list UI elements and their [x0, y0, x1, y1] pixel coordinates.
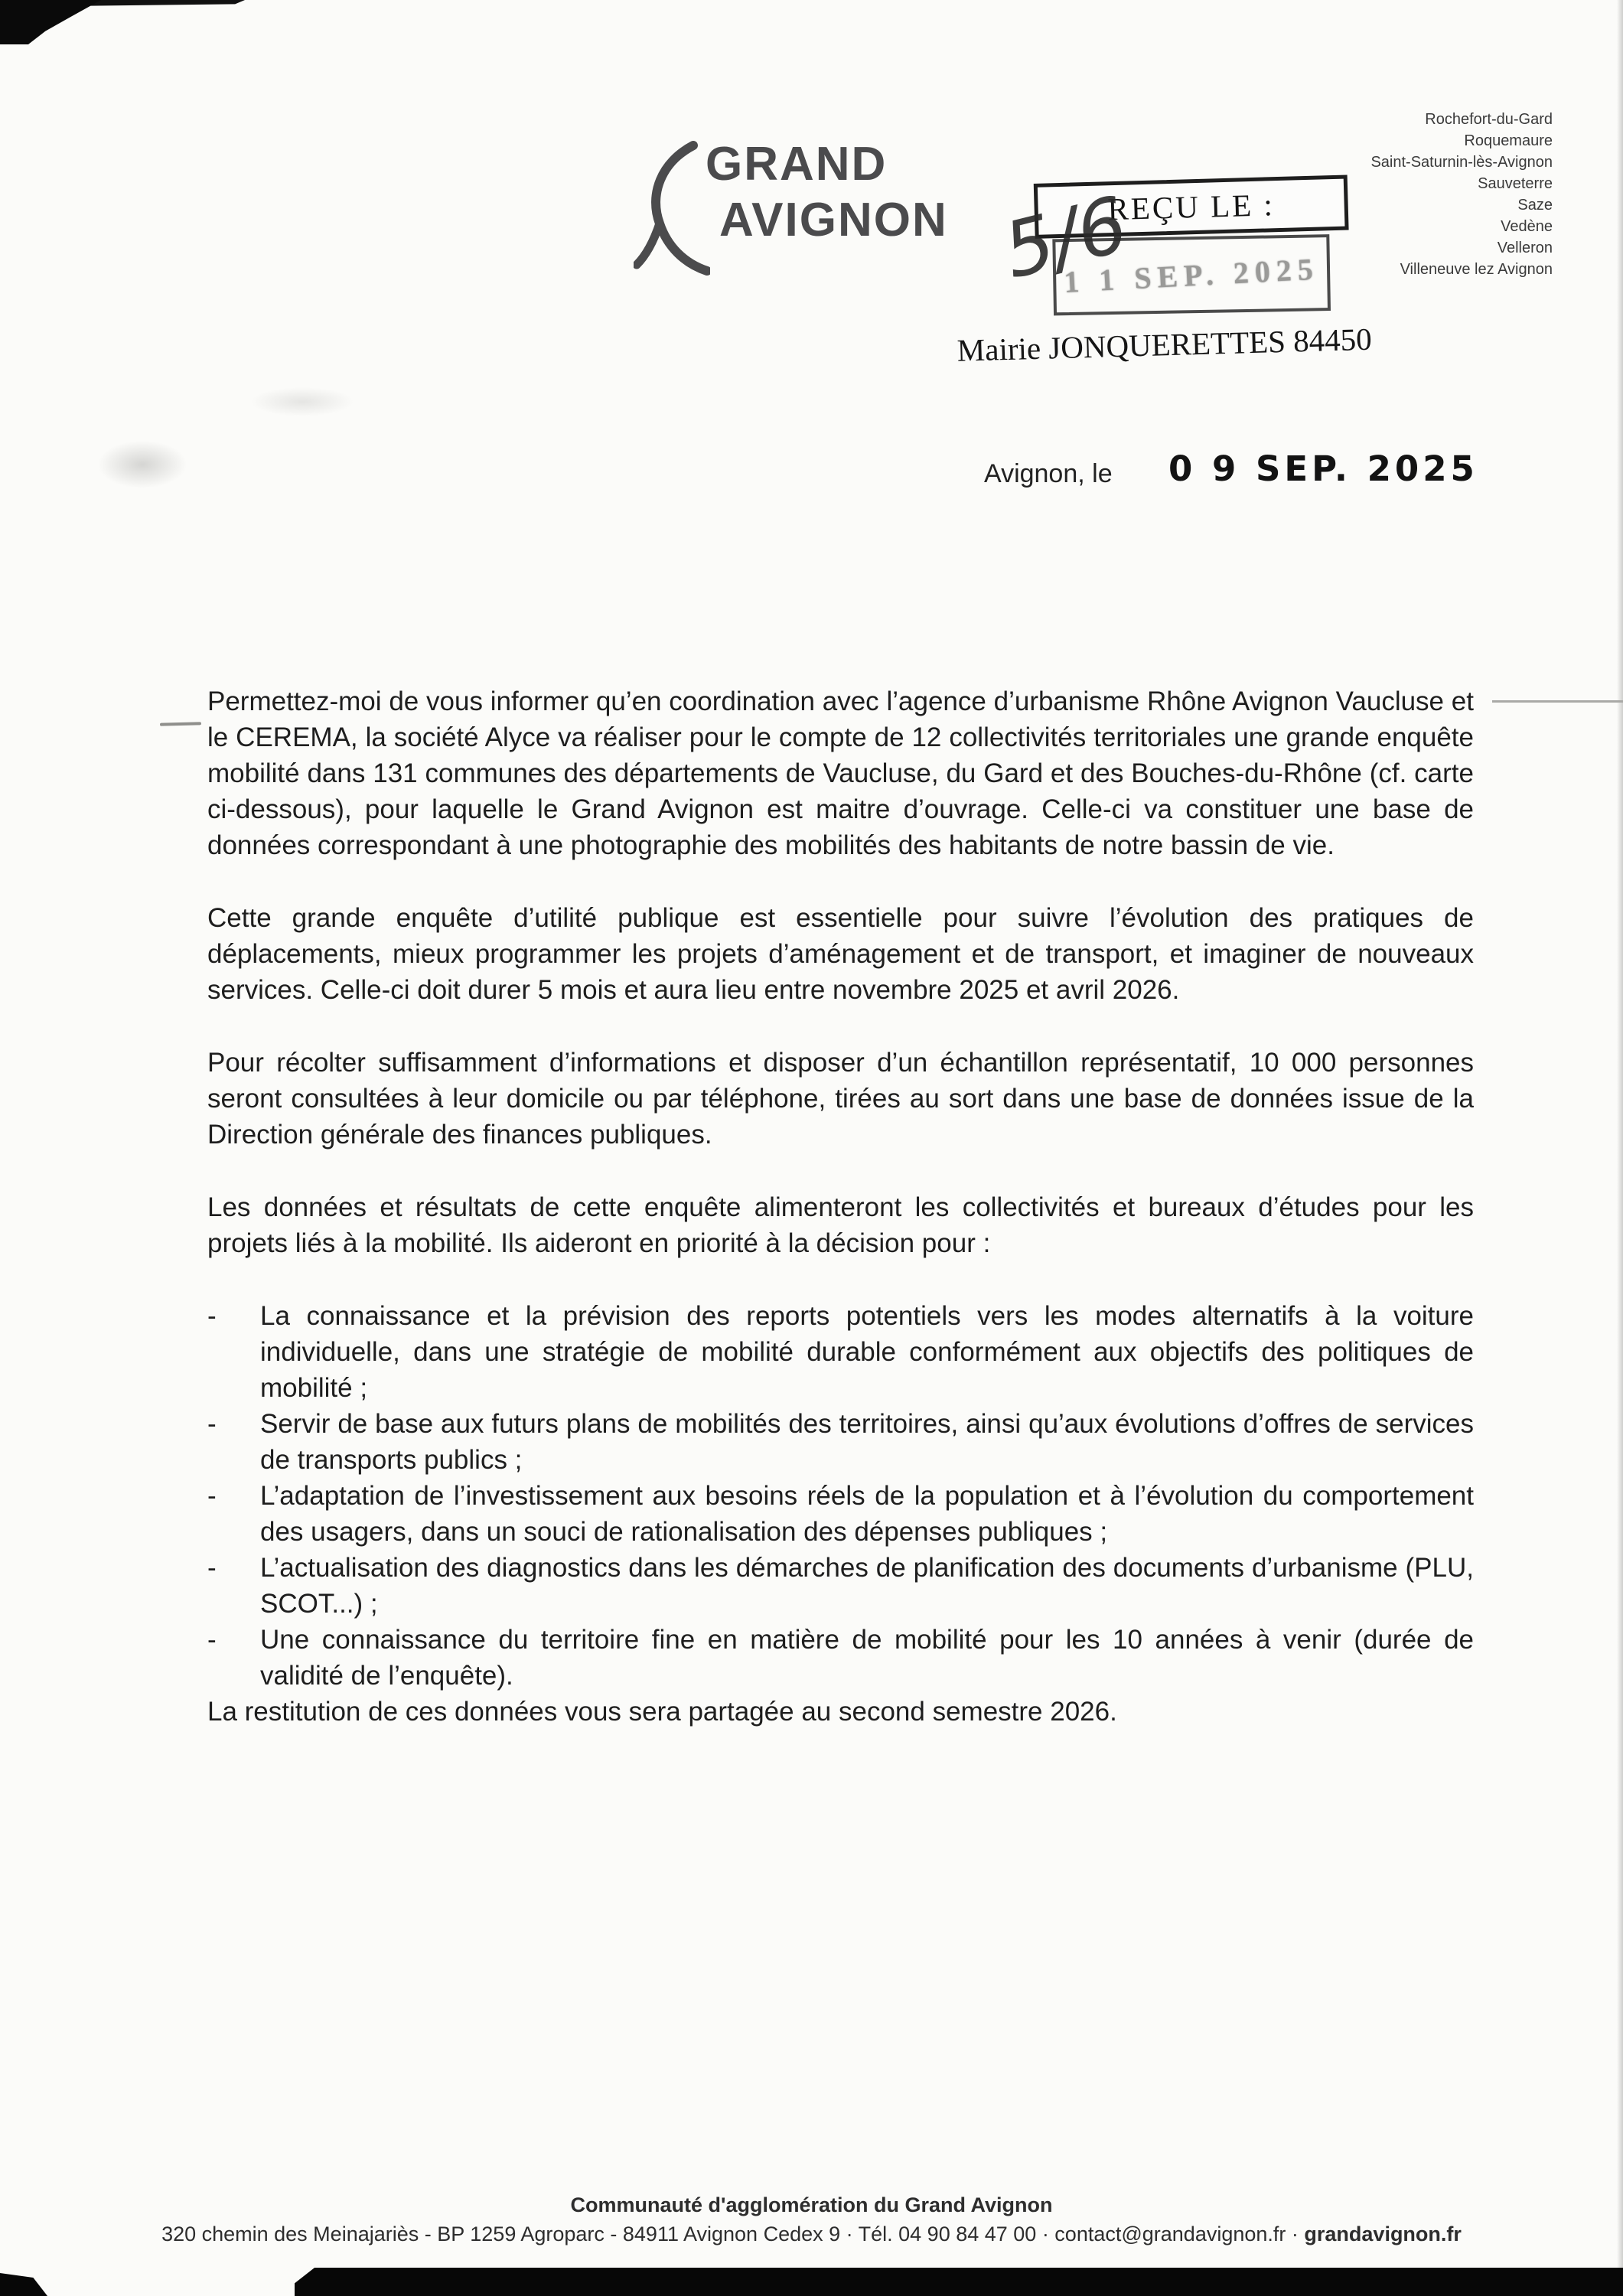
commune-item: Saint-Saturnin-lès-Avignon — [1370, 154, 1553, 171]
logo-text — [706, 136, 948, 248]
footer-website: grandavignon.fr — [1304, 2223, 1462, 2245]
bullet-text: La connaissance et la prévision des reports potentiels vers les modes alternatifs à la voiture individuelle, dans une stratégie de mobilité durable conformément aux objectifs des politiques de mobilité ; — [260, 1301, 1474, 1403]
paragraph: Pour récolter suffisamment d’informations et disposer d’un échantillon représentatif, 10 000 personnes seront consultées à leur domicile ou par téléphone, tirées au sort dans une base de données issue de la Direction générale des finances publiques. — [207, 1048, 1474, 1150]
logo-swoosh-icon — [634, 141, 710, 282]
bullet-item — [207, 1622, 1474, 1694]
bullet-item — [207, 1478, 1474, 1550]
bullet-text: L’actualisation des diagnostics dans les démarches de planification des documents d’urbanisme (PLU, SCOT...) ; — [260, 1553, 1474, 1619]
commune-item: Vedène — [1501, 218, 1553, 235]
letter-body — [207, 683, 1474, 1766]
dateline-place: Avignon, le — [984, 459, 1113, 488]
closing-line: La restitution de ces données vous sera partagée au second semestre 2026. — [207, 1697, 1117, 1727]
stamp-date: 1 1 SEP. 2025 — [1063, 251, 1320, 299]
stamp-label: REÇU LE : — [1106, 187, 1276, 227]
commune-item: Villeneuve lez Avignon — [1400, 261, 1553, 278]
bullet-item — [207, 1298, 1474, 1406]
commune-item: Saze — [1517, 197, 1553, 214]
commune-list — [1370, 109, 1553, 280]
paragraph: Les données et résultats de cette enquête alimenteront les collectivités et bureaux d’études pour les projets liés à la mobilité. Ils aideront en priorité à la décision pour : — [207, 1192, 1474, 1258]
bullet-dash: - — [207, 1301, 217, 1331]
bullet-dash: - — [207, 1625, 217, 1655]
commune-item: Roquemaure — [1464, 132, 1553, 149]
commune-item: Sauveterre — [1478, 175, 1553, 192]
bullet-item — [207, 1550, 1474, 1622]
bullet-text: Une connaissance du territoire fine en matière de mobilité pour les 10 années à venir (durée de validité de l’enquête). — [260, 1625, 1474, 1691]
date-stamp: 0 9 SEP. 2025 — [1168, 448, 1478, 489]
scan-artifact-stray-mark — [160, 722, 201, 726]
bullet-item — [207, 1406, 1474, 1478]
footer-address — [0, 2223, 1623, 2246]
scan-artifact-bottom-left — [0, 2273, 47, 2296]
logo-line-avignon: AVIGNON — [719, 194, 948, 246]
scan-artifact-line — [1492, 700, 1623, 703]
scan-artifact-right-edge — [1617, 0, 1623, 2296]
scan-artifact-bottom-bar — [295, 2268, 1623, 2296]
footer-address-text: 320 chemin des Meinajariès - BP 1259 Agroparc - 84911 Avignon Cedex 9 · Tél. 04 90 84 47 00 · contact@grandavignon.fr · — [161, 2223, 1305, 2245]
bullet-dash: - — [207, 1409, 217, 1439]
paragraph: Cette grande enquête d’utilité publique est essentielle pour suivre l’évolution des pratiques de déplacements, mieux programmer les projets d’aménagement et de transport, et imaginer de nouveaux services. Celle-ci doit durer 5 mois et aura lieu entre novembre 2025 et avril 2026. — [207, 903, 1474, 1005]
handwritten-note: 5/6 — [995, 179, 1136, 296]
logo-line-grand: GRAND — [706, 138, 888, 191]
footer-org: Communauté d'agglomération du Grand Avignon — [570, 2193, 1053, 2216]
letter-footer — [0, 2193, 1623, 2246]
bullet-list — [207, 1298, 1474, 1694]
bullet-text: Servir de base aux futurs plans de mobilités des territoires, ainsi qu’aux évolutions d’offres de services de transports publics ; — [260, 1409, 1474, 1475]
stamp-office: Mairie JONQUERETTES 84450 — [957, 321, 1373, 368]
bullet-dash: - — [207, 1481, 217, 1511]
bullet-dash: - — [207, 1553, 217, 1583]
paragraph: Permettez-moi de vous informer qu’en coordination avec l’agence d’urbanisme Rhône Avignon Vaucluse et le CEREMA, la société Alyce va réaliser pour le compte de 12 collectivités territoriales une grande enquête mobilité dans 131 communes des départements de Vaucluse, du Gard et des Bouches-du-Rhône (cf. carte ci-dessous), pour laquelle le Grand Avignon est maitre d’ouvrage. Celle-ci va constituer une base de données correspondant à une photographie des mobilités des habitants de notre bassin de vie. — [207, 687, 1474, 860]
scan-smudge — [251, 387, 354, 416]
scan-artifact-top-left-corner — [0, 0, 101, 44]
bullet-text: L’adaptation de l’investissement aux besoins réels de la population et à l’évolution du comportement des usagers, dans un souci de rationalisation des dépenses publiques ; — [260, 1481, 1474, 1547]
scan-smudge — [98, 441, 187, 488]
commune-item: Rochefort-du-Gard — [1425, 111, 1553, 128]
commune-item: Velleron — [1497, 240, 1553, 256]
